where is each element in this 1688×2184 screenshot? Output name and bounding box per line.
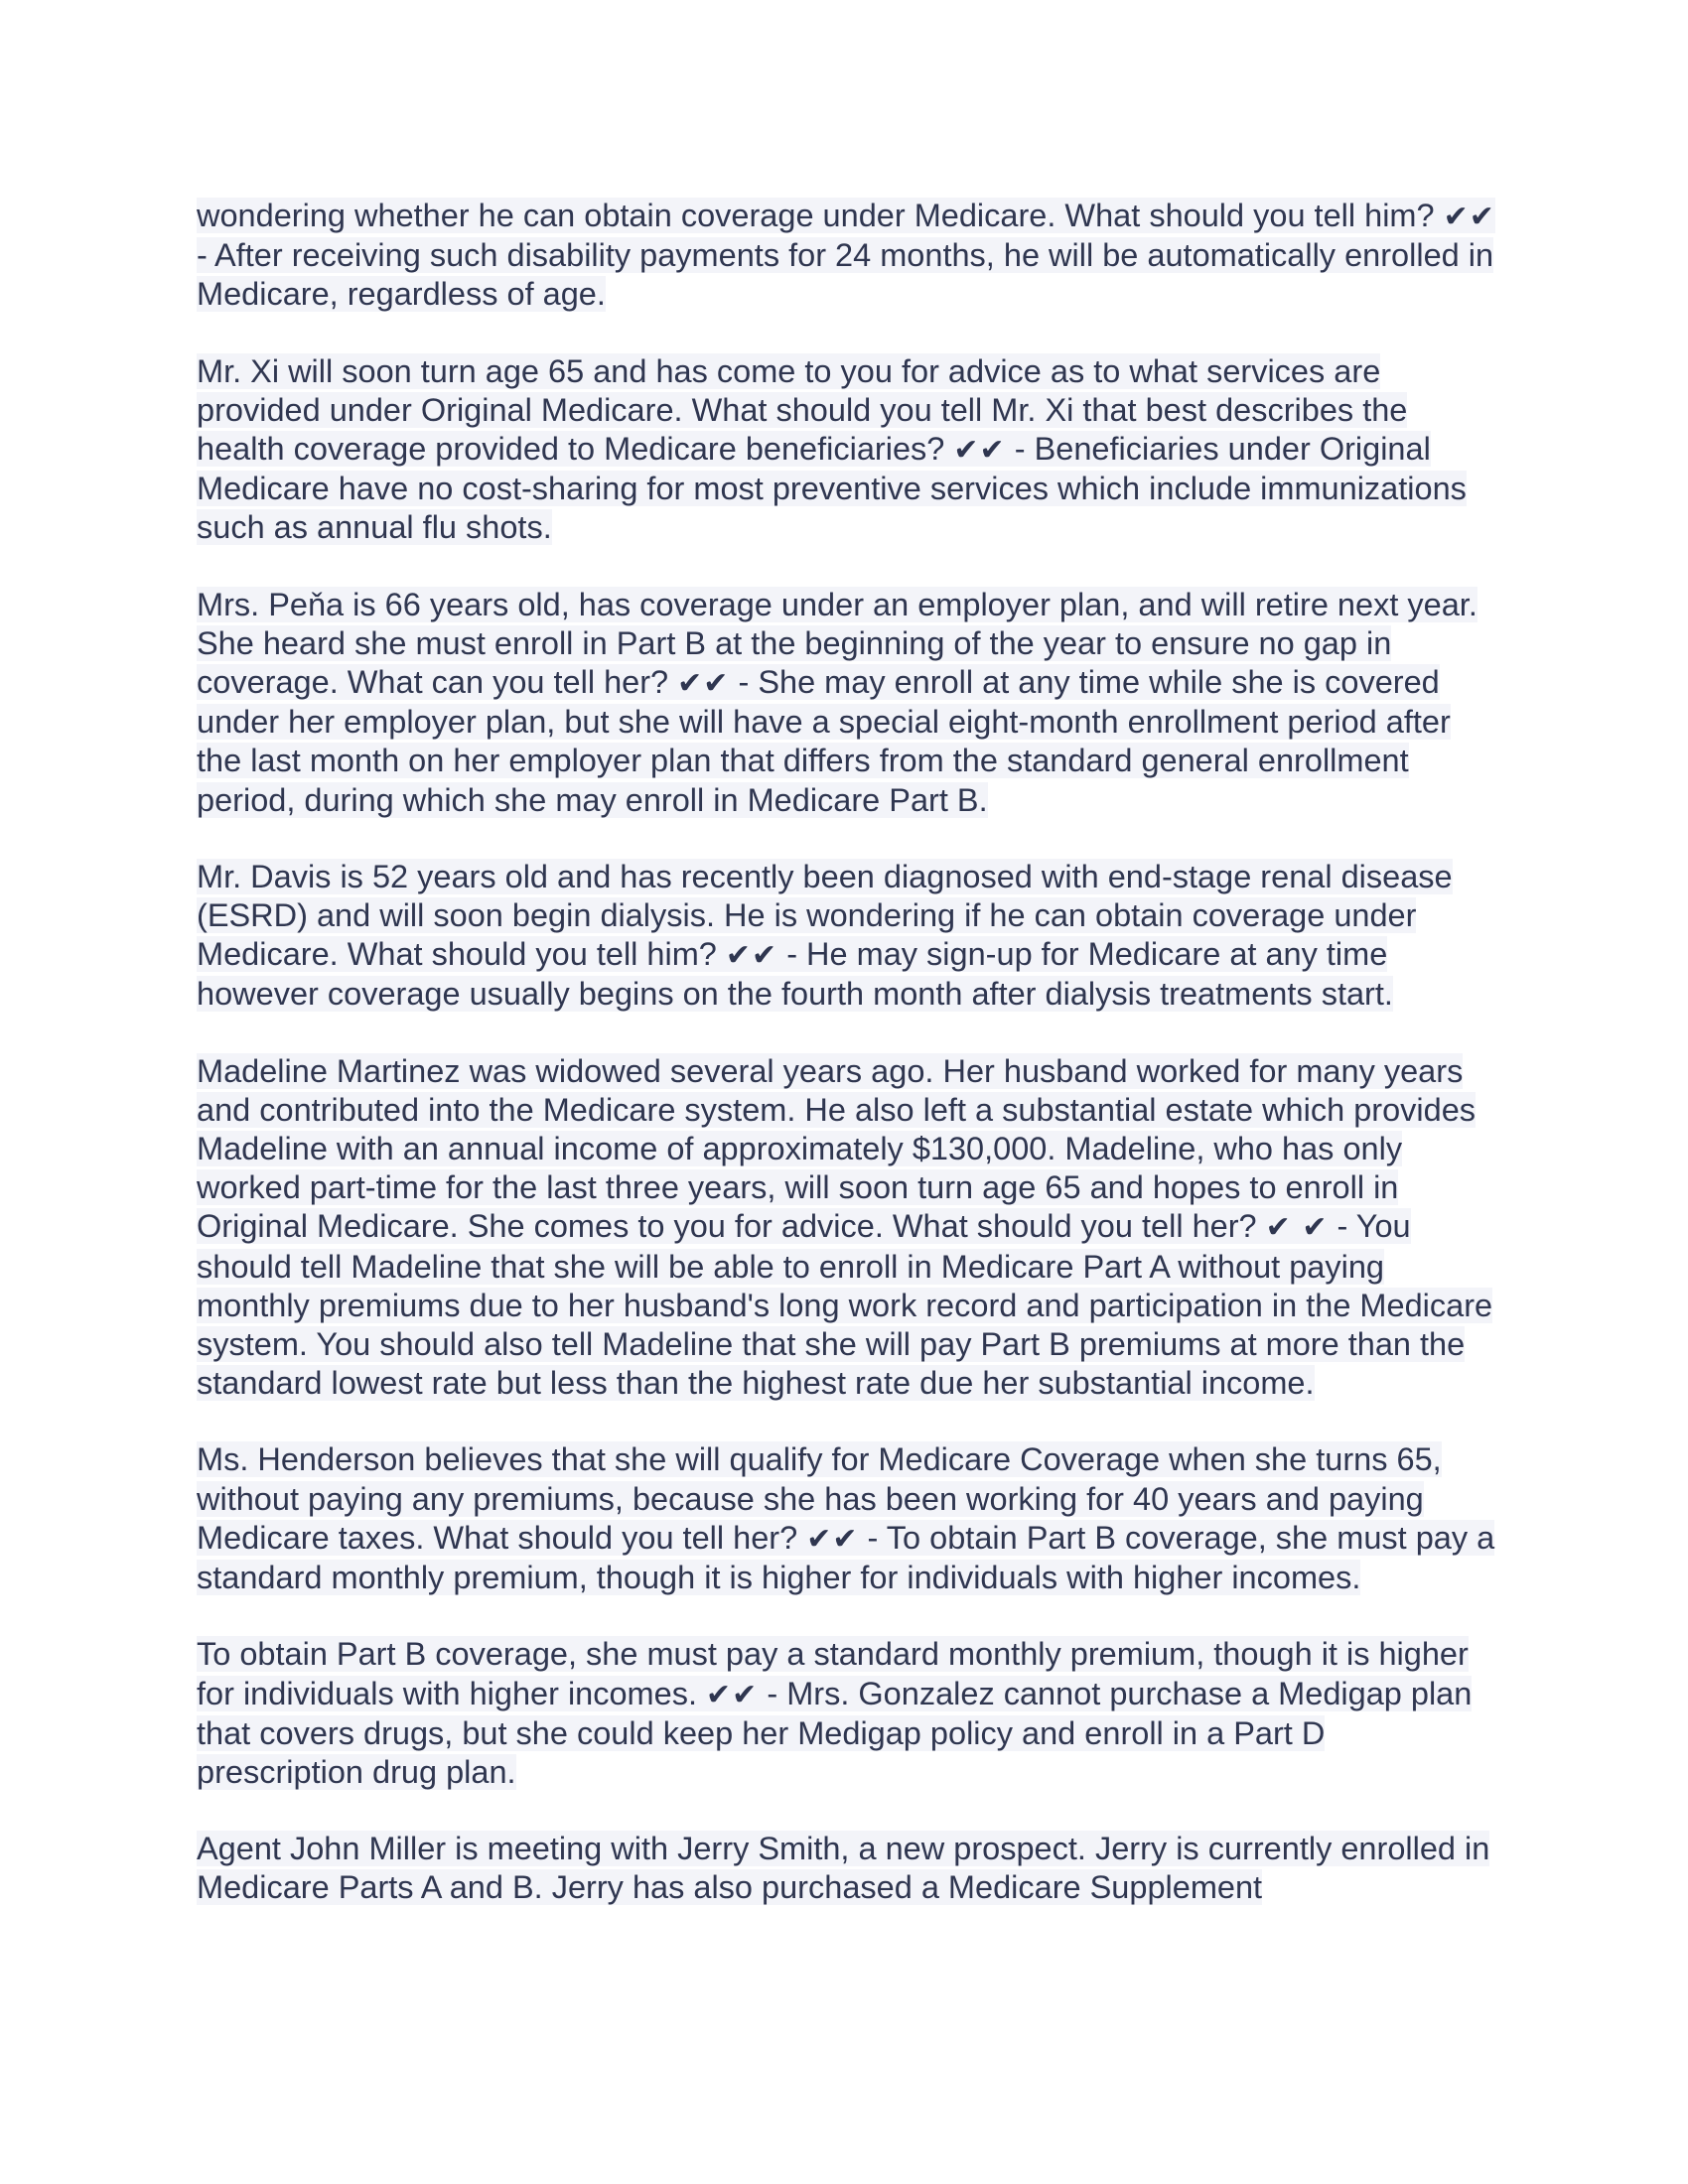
answer-text: - He may sign-up for Medicare at any time however coverage usually begins on the fourth month after dialysis treatments start. (197, 936, 1393, 1013)
qa-paragraph (197, 858, 1497, 1015)
qa-paragraph (197, 352, 1497, 548)
answer-text: - She may enroll at any time while she is covered under her employer plan, but she will have a special eight-month enrollment period after the last month on her employer plan that differs from the standard general enrollment period, during which she may enroll in Medicare Part B. (197, 664, 1451, 818)
question-text: Ms. Henderson believes that she will qualify for Medicare Coverage when she turns 65, without paying any premiums, because she has been working for 40 years and paying Medicare taxes. What should you tell her? (197, 1441, 1442, 1556)
qa-paragraph (197, 1440, 1497, 1597)
answer-text: - You should tell Madeline that she will be able to enroll in Medicare Part A without paying monthly premiums due to her husband's long work record and participation in the Medicare system. You should also tell Madeline that she will pay Part B premiums at more than the standard lowest rate but less than the highest rate due her substantial income. (197, 1208, 1493, 1402)
qa-paragraph (197, 586, 1497, 820)
qa-paragraph (197, 197, 1497, 315)
document-body (197, 197, 1497, 1946)
question-text: Mr. Xi will soon turn age 65 and has come to you for advice as to what services are provided under Original Medicare. What should you tell Mr. Xi that best describes the health coverage provided to Medicare beneficiaries? (197, 352, 1408, 468)
qa-paragraph (197, 1052, 1497, 1404)
answer-text: - Beneficiaries under Original Medicare have no cost-sharing for most preventive services which include immunizations such as annual flu shots. (197, 431, 1467, 546)
question-text: Agent John Miller is meeting with Jerry Smith, a new prospect. Jerry is currently enrolled in Medicare Parts A and B. Jerry has also purchased a Medicare Supplement (197, 1831, 1490, 1906)
answer-text: - After receiving such disability payments for 24 months, he will be automatically enrolled in Medicare, regardless of age. (197, 237, 1494, 313)
question-text: Mr. Davis is 52 years old and has recently been diagnosed with end-stage renal disease (ESRD) and will soon begin dialysis. He is wondering if he can obtain coverage under Medicare. What should you tell him? (197, 858, 1453, 973)
double-check-icon: ✔ ✔ (1265, 1210, 1329, 1246)
double-check-icon: ✔✔ (677, 666, 730, 702)
question-text: To obtain Part B coverage, she must pay a standard monthly premium, though it is higher for individuals with higher incomes. (197, 1636, 1469, 1711)
double-check-icon: ✔✔ (806, 1521, 859, 1557)
answer-text: - Mrs. Gonzalez cannot purchase a Medigap plan that covers drugs, but she could keep her Medigap policy and enroll in a Part D prescription drug plan. (197, 1675, 1473, 1790)
double-check-icon: ✔✔ (953, 433, 1006, 469)
answer-text: - To obtain Part B coverage, she must pay a standard monthly premium, though it is higher for individuals with higher incomes. (197, 1519, 1495, 1596)
double-check-icon: ✔✔ (1443, 200, 1495, 234)
question-text: Madeline Martinez was widowed several years ago. Her husband worked for many years and contributed into the Medicare system. He also left a substantial estate which provides Madeline with an annual income of approximately $130,000. Madeline, who has only worked part-time for the last three years, will soon turn age 65 and hopes to enroll in Original Medicare. She comes to you for advice. What should you tell her? (197, 1052, 1477, 1245)
double-check-icon: ✔✔ (725, 938, 778, 974)
qa-paragraph (197, 1830, 1497, 1907)
qa-paragraph (197, 1635, 1497, 1792)
question-text: wondering whether he can obtain coverage under Medicare. What should you tell him? (197, 198, 1435, 233)
question-text: Mrs. Peňa is 66 years old, has coverage under an employer plan, and will retire next year. She heard she must enroll in Part B at the beginning of the year to ensure no gap in coverage. What can you tell her? (197, 586, 1477, 701)
double-check-icon: ✔✔ (706, 1677, 759, 1712)
